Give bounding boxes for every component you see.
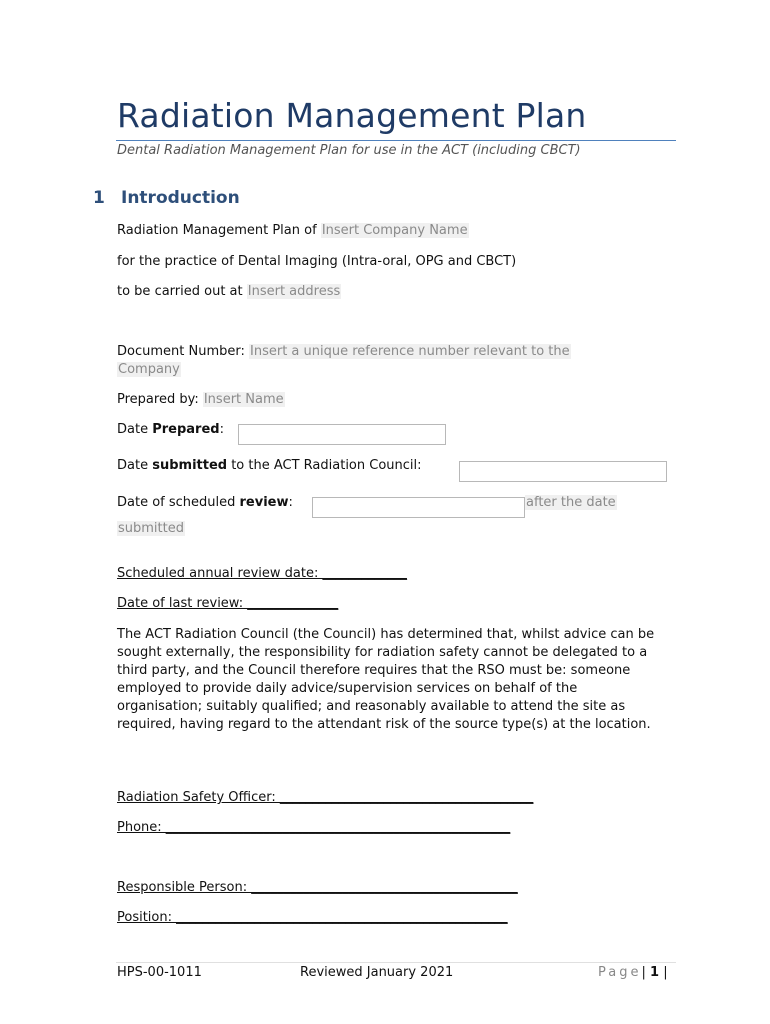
date-prepared-label xyxy=(117,421,224,439)
footer-page-number xyxy=(598,965,668,980)
page-num: 1 xyxy=(650,965,660,980)
document-number-placeholder[interactable]: Insert a unique reference number relevant to the xyxy=(250,344,570,359)
page-sep: | xyxy=(641,965,646,980)
date-submitted-label xyxy=(117,457,422,475)
address-placeholder[interactable]: Insert address xyxy=(247,284,341,299)
intro-company-line xyxy=(117,222,469,240)
document-number-placeholder-cont[interactable]: Company xyxy=(118,362,180,377)
phone-line: Phone: _____________________________________________________ xyxy=(117,820,511,835)
page-word: Page xyxy=(598,965,642,980)
last-review-line: Date of last review: ______________ xyxy=(117,596,339,611)
document-subtitle: Dental Radiation Management Plan for use in the ACT (including CBCT) xyxy=(117,143,581,158)
footer-rule xyxy=(116,962,676,963)
prepared-by-label: Prepared by: xyxy=(117,392,203,407)
after-date-text[interactable]: after the date xyxy=(526,495,616,510)
after-date-placeholder-2 xyxy=(117,520,185,538)
document-number-line xyxy=(117,343,571,361)
responsible-person-line: Responsible Person: _________________________________________ xyxy=(117,880,518,895)
date-submitted-text-c: to the ACT Radiation Council: xyxy=(227,458,422,473)
footer-reviewed: Reviewed January 2021 xyxy=(300,965,454,980)
page-sep-end: | xyxy=(663,965,668,980)
intro-line3-text: to be carried out at xyxy=(117,284,247,299)
after-date-placeholder xyxy=(525,494,617,512)
document-title: Radiation Management Plan xyxy=(117,96,587,135)
document-number-label: Document Number: xyxy=(117,344,249,359)
date-review-field[interactable] xyxy=(312,497,525,518)
company-name-placeholder[interactable]: Insert Company Name xyxy=(321,223,468,238)
date-submitted-text-a: Date xyxy=(117,458,153,473)
intro-practice-line: for the practice of Dental Imaging (Intra-oral, OPG and CBCT) xyxy=(117,254,517,269)
prepared-by-line xyxy=(117,391,285,409)
document-number-line-2 xyxy=(117,361,181,379)
position-line: Position: ___________________________________________________ xyxy=(117,910,508,925)
date-prepared-text-b: Prepared xyxy=(152,422,220,437)
section-heading xyxy=(93,188,240,208)
intro-address-line xyxy=(117,283,341,301)
submitted-text[interactable]: submitted xyxy=(118,521,184,536)
rso-line: Radiation Safety Officer: _______________________________________ xyxy=(117,790,534,805)
date-prepared-text-c: : xyxy=(219,422,224,437)
title-rule xyxy=(116,140,676,141)
date-review-text-a: Date of scheduled xyxy=(117,495,240,510)
section-number: 1 xyxy=(93,188,105,208)
date-review-text-b: review xyxy=(239,495,289,510)
section-title: Introduction xyxy=(121,188,240,208)
council-paragraph: The ACT Radiation Council (the Council) has determined that, whilst advice can be sought externally, the responsibility for radiation safety cannot be delegated to a third party, and the Council therefore requires that the RSO must be: someone employed to provide daily advice/supervision services on behalf of the organisation; suitably qualified; and reasonably available to attend the site as required, having regard to the attendant risk of the source type(s) at the location. xyxy=(117,627,655,732)
date-prepared-text-a: Date xyxy=(117,422,153,437)
date-prepared-field[interactable] xyxy=(238,424,446,445)
date-submitted-text-b: submitted xyxy=(152,458,228,473)
footer-doc-id: HPS-00-1011 xyxy=(117,965,202,980)
prepared-by-placeholder[interactable]: Insert Name xyxy=(203,392,284,407)
annual-review-line: Scheduled annual review date: _____________ xyxy=(117,566,407,581)
date-review-label xyxy=(117,494,293,512)
intro-line1-text: Radiation Management Plan of xyxy=(117,223,321,238)
date-review-text-c: : xyxy=(288,495,293,510)
date-submitted-field[interactable] xyxy=(459,461,667,482)
